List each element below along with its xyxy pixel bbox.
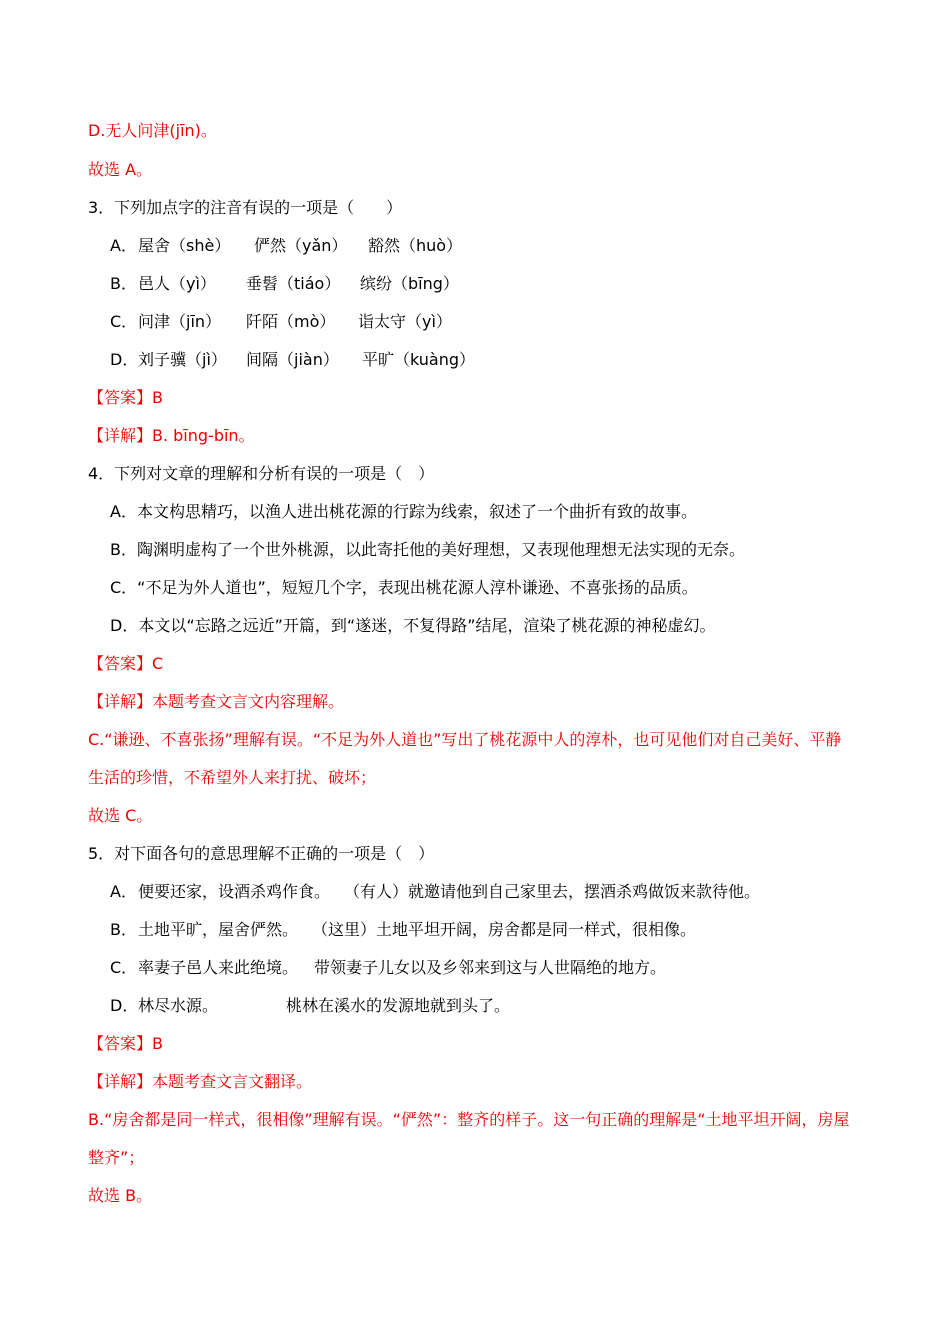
q3-stem: 3．下列加点字的注音有误的一项是（ ） — [88, 198, 403, 217]
q3-detail: 【详解】B. bīng-bīn。 — [88, 426, 255, 445]
option-translation: （有人）就邀请他到自己家里去，摆酒杀鸡做饭来款待他。 — [344, 882, 761, 901]
q4-option-c: C．“不足为外人道也”，短短几个字，表现出桃花源人淳朴谦逊、不喜张扬的品质。 — [110, 578, 698, 597]
q4-choose-line: 故选 C。 — [88, 806, 153, 825]
option-sentence: 土地平旷，屋舍俨然。 — [138, 920, 299, 939]
q4-option-b: B．陶渊明虚构了一个世外桃源，以此寄托他的美好理想，又表现他理想无法实现的无奈。 — [110, 540, 745, 559]
q3-option-b — [110, 273, 459, 295]
option-label: C． — [110, 958, 138, 977]
option-item: 诣太守（yì） — [358, 312, 452, 331]
q5-option-b — [110, 919, 696, 941]
q5-explanation-line-2: 整齐”； — [88, 1148, 145, 1167]
option-item: 平旷（kuàng） — [362, 350, 476, 369]
q2-choose-line: 故选 A。 — [88, 160, 153, 179]
option-label: A． — [110, 882, 137, 901]
option-label: B． — [110, 920, 137, 939]
option-translation: 带领妻子儿女以及乡邻来到这与人世隔绝的地方。 — [314, 958, 667, 977]
option-sentence: 林尽水源。 — [138, 996, 219, 1015]
option-item: 豁然（huò） — [368, 236, 463, 255]
q5-answer: 【答案】B — [88, 1034, 163, 1053]
option-label: A． — [110, 236, 137, 255]
option-item: 俨然（yǎn） — [254, 236, 348, 255]
q4-explanation-line-2: 生活的珍惜，不希望外人来打扰、破坏； — [88, 768, 377, 787]
q4-explanation-line-1: C.“谦逊、不喜张扬”理解有误。“不足为外人道也”写出了桃花源中人的淳朴，也可见他们对自己美好、平静 — [88, 730, 842, 749]
q5-choose-line: 故选 B。 — [88, 1186, 153, 1205]
option-translation: （这里）土地平坦开阔，房舍都是同一样式，很相像。 — [312, 920, 697, 939]
q5-option-c — [110, 957, 666, 979]
option-item: 邑人（yì） — [138, 274, 216, 293]
option-sentence: 便要还家，设酒杀鸡作食。 — [138, 882, 331, 901]
q4-option-a: A．本文构思精巧，以渔人进出桃花源的行踪为线索，叙述了一个曲折有致的故事。 — [110, 502, 697, 521]
option-item: 屋舍（shè） — [138, 236, 231, 255]
option-label: D． — [110, 350, 139, 369]
q3-option-c — [110, 311, 452, 333]
q5-detail: 【详解】本题考查文言文翻译。 — [88, 1072, 313, 1091]
option-translation: 桃林在溪水的发源地就到头了。 — [286, 996, 511, 1015]
q3-option-d — [110, 349, 475, 371]
q4-detail: 【详解】本题考查文言文内容理解。 — [88, 692, 345, 711]
q3-option-a — [110, 235, 462, 257]
q2-option-d-explanation: D.无人问津(jīn)。 — [88, 121, 217, 140]
option-item: 垂髫（tiáo） — [246, 274, 341, 293]
option-item: 阡陌（mò） — [246, 312, 336, 331]
q5-option-d — [110, 995, 510, 1017]
q5-option-a — [110, 881, 760, 903]
option-label: C． — [110, 312, 138, 331]
option-sentence: 率妻子邑人来此绝境。 — [138, 958, 299, 977]
q5-stem: 5．对下面各句的意思理解不正确的一项是（ ） — [88, 844, 435, 863]
q3-answer: 【答案】B — [88, 388, 163, 407]
option-item: 间隔（jiàn） — [246, 350, 339, 369]
option-item: 缤纷（bīng） — [360, 274, 459, 293]
option-item: 问津（jīn） — [138, 312, 222, 331]
option-label: B． — [110, 274, 137, 293]
option-label: D． — [110, 996, 139, 1015]
option-item: 刘子骥（jì） — [138, 350, 227, 369]
q4-stem: 4．下列对文章的理解和分析有误的一项是（ ） — [88, 464, 435, 483]
q5-explanation-line-1: B.“房舍都是同一样式，很相像”理解有误。“俨然”：整齐的样子。这一句正确的理解是“土地平坦开阔，房屋 — [88, 1110, 850, 1129]
q4-option-d: D．本文以“忘路之远近”开篇，到“遂迷，不复得路”结尾，渲染了桃花源的神秘虚幻。 — [110, 616, 716, 635]
q4-answer: 【答案】C — [88, 654, 164, 673]
